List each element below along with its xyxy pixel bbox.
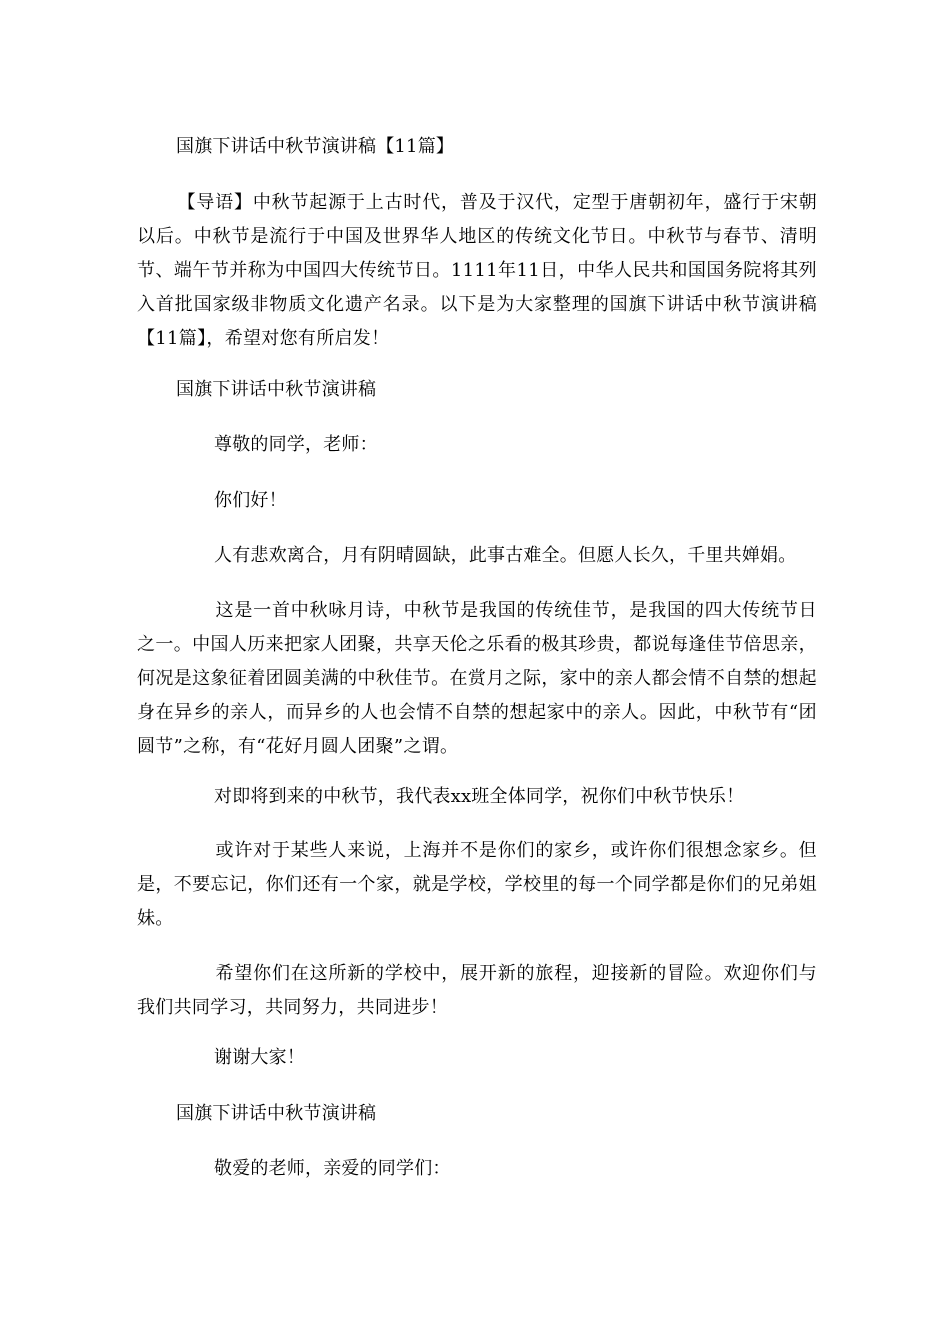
section-heading: 国旗下讲话中秋节演讲稿 xyxy=(176,1103,377,1124)
document-title: 国旗下讲话中秋节演讲稿【11篇】 xyxy=(176,136,455,157)
body-paragraph: 或许对于某些人来说，上海并不是你们的家乡，或许你们很想念家乡。但是，不要忘记，你们还有一个家，就是学校，学校里的每一个同学都是你们的兄弟姐妹。 xyxy=(137,840,817,929)
body-paragraph: 希望你们在这所新的学校中，展开新的旅程，迎接新的冒险。欢迎你们与我们共同学习，共同努力，共同进步！ xyxy=(137,963,817,1018)
intro-paragraph: 【导语】中秋节起源于上古时代，普及于汉代，定型于唐朝初年，盛行于宋朝以后。中秋节是流行于中国及世界华人地区的传统文化节日。中秋节与春节、清明节、端午节并称为中国四大传统节日。1111年11日，中华人民共和国国务院将其列入首批国家级非物质文化遗产名录。以下是为大家整理的国旗下讲话中秋节演讲稿【11篇】，希望对您有所启发！ xyxy=(137,192,817,349)
greeting: 你们好！ xyxy=(214,490,287,511)
closing-thanks: 谢谢大家！ xyxy=(214,1047,305,1068)
body-paragraph: 这是一首中秋咏月诗，中秋节是我国的传统佳节，是我国的四大传统节日之一。中国人历来把家人团聚，共享天伦之乐看的极其珍贵，都说每逢佳节倍思亲，何况是这象征着团圆美满的中秋佳节。在赏月之际，家中的亲人都会情不自禁的想起身在异乡的亲人，而异乡的人也会情不自禁的想起家中的亲人。因此，中秋节有“团圆节”之称，有“花好月圆人团聚”之谓。 xyxy=(137,600,817,757)
salutation: 敬爱的老师，亲爱的同学们： xyxy=(214,1158,451,1179)
section-heading: 国旗下讲话中秋节演讲稿 xyxy=(176,379,377,400)
wish-line: 对即将到来的中秋节，我代表xx班全体同学，祝你们中秋节快乐！ xyxy=(214,786,745,807)
salutation: 尊敬的同学，老师： xyxy=(214,434,378,455)
poem-line: 人有悲欢离合，月有阴晴圆缺，此事古难全。但愿人长久，千里共婵娟。 xyxy=(214,545,797,566)
